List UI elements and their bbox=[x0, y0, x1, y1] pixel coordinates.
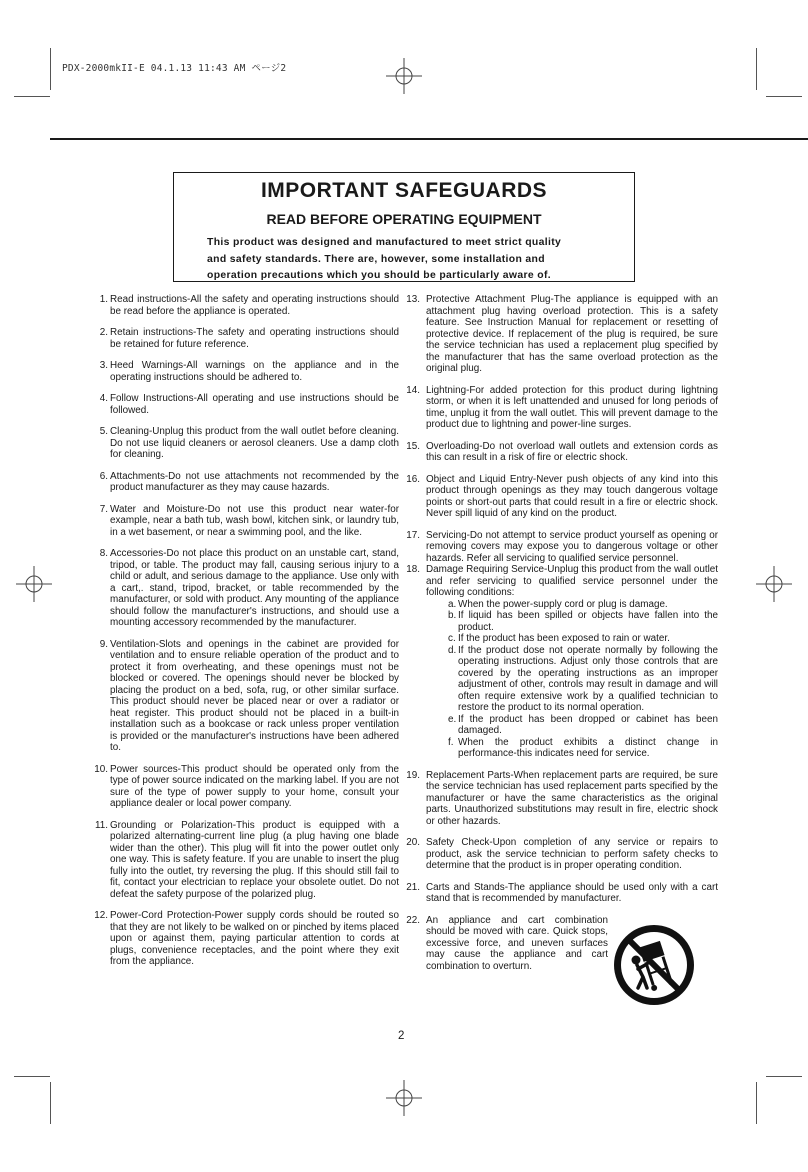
item-number: 17. bbox=[406, 529, 420, 541]
safeguard-item-4 bbox=[92, 393, 399, 416]
condition-item bbox=[426, 633, 718, 645]
item-text: Read instructions-All the safety and operating instructions should be read before the appliance is operated. bbox=[110, 294, 399, 317]
condition-text: If the product dose not operate normally by following the operating instructions. Adjust only those controls that are covered by the operating instructions as an improper adjustment of other, controls may result in damage and will often require extensive work by a qualified technician to restore the product to its normal operation. bbox=[458, 644, 718, 713]
condition-item bbox=[426, 599, 718, 611]
item-text: Cleaning-Unplug this product from the wall outlet before cleaning. Do not use liquid cleaners or aerosol cleaners. Use a damp cloth for cleaning. bbox=[110, 426, 399, 460]
item-text: Attachments-Do not use attachments not recommended by the product manufacturer as they may cause hazards. bbox=[110, 470, 399, 493]
safeguard-item-9 bbox=[92, 639, 399, 754]
item-number: 3. bbox=[99, 360, 108, 371]
safeguard-item-1 bbox=[92, 294, 399, 317]
crop-mark bbox=[14, 1076, 50, 1077]
condition-text: If the product has been exposed to rain or water. bbox=[458, 633, 670, 644]
safeguard-item-2 bbox=[92, 327, 399, 350]
item-number: 9. bbox=[99, 638, 108, 650]
item-number: 18. bbox=[406, 564, 420, 575]
crop-mark bbox=[756, 1082, 757, 1124]
safeguard-item-3 bbox=[92, 360, 399, 383]
safeguard-item-10 bbox=[92, 764, 399, 810]
condition-text: If the product has been dropped or cabinet has been damaged. bbox=[458, 713, 718, 736]
intro-line: operation precautions which you should be particularly aware of. bbox=[207, 270, 551, 282]
item-text: Heed Warnings-All warnings on the appliance and in the operating instructions should be adhered to. bbox=[110, 360, 399, 383]
safeguard-item-5 bbox=[92, 426, 399, 461]
item-text: Damage Requiring Service-Unplug this product from the wall outlet and refer servicing to qualified service personnel under the following conditions: bbox=[426, 564, 719, 598]
item-text: Object and Liquid Entry-Never push objects of any kind into this product through openings as they may touch dangerous voltage points or short-out parts that could result in a fire or electric shock. Never spill liquid of any kind on the product. bbox=[426, 473, 718, 519]
item-number: 10. bbox=[94, 763, 108, 775]
safeguard-item-18 bbox=[408, 564, 718, 760]
item-number: 5. bbox=[99, 426, 108, 437]
item-number: 1. bbox=[99, 294, 108, 305]
crop-mark bbox=[14, 96, 50, 97]
intro-line: This product was designed and manufactured to meet strict quality bbox=[207, 237, 562, 248]
item-text: An appliance and cart combination should be moved with care. Quick stops, excessive force, and uneven surfaces may cause the appliance and cart combination to overturn. bbox=[426, 914, 608, 972]
safeguard-item-13 bbox=[408, 294, 718, 375]
item-text: Lightning-For added protection for this product during lightning storm, or when it is left unattended and unused for long periods of time, unplug it from the wall outlet. This will prevent damage to the product due to lightning and power-line surges. bbox=[426, 384, 718, 430]
item-text: Carts and Stands-The appliance should be used only with a cart stand that is recommended by manufacturer. bbox=[426, 881, 718, 904]
item-text: Follow Instructions-All operating and use instructions should be followed. bbox=[110, 393, 399, 416]
item-text: Servicing-Do not attempt to service product yourself as opening or removing covers may expose you to dangerous voltage or other hazards. Refer all servicing to qualified service personnel. bbox=[426, 529, 718, 564]
safeguard-item-14 bbox=[408, 385, 718, 431]
item-text: Ventilation-Slots and openings in the cabinet are provided for ventilation and to ensure reliable operation of the product and to protect it from overheating, and these openings must not be blocked or covered. The openings should never be blocked by placing the product on a bed, sofa, rug, or other similar surface. This product should never be placed near or over a radiator or heat register. This product should not be placed in a built-in installation such as a bookcase or rack unless proper ventilation is provided or the manufacturer's instructions have been adhered to. bbox=[110, 638, 399, 753]
top-rule bbox=[50, 138, 808, 140]
item-text: Grounding or Polarization-This product is equipped with a polarized alternating-current line plug (a plug having one blade wider than the other). This plug will fit into the power outlet only one way. This is safety feature. If you are unable to insert the plug fully into the outlet, try reversing the plug. If this should still fail to fit, contact your electrician to replace your obsolete outlet. Do not defeat the safety purpose of the polarized plug. bbox=[110, 819, 399, 900]
item-number: 4. bbox=[99, 393, 108, 404]
right-column bbox=[408, 294, 718, 982]
cart-tipover-warning-icon bbox=[613, 924, 695, 1006]
safeguard-item-7 bbox=[92, 504, 399, 539]
item-text: Water and Moisture-Do not use this product near water-for example, near a bath tub, wash bowl, kitchen sink, or laundry tub, in a wet basement, or near a swimming pool, and the like. bbox=[110, 503, 399, 538]
crop-mark bbox=[756, 48, 757, 90]
intro-line: and safety standards. There are, however, some installation and bbox=[207, 253, 545, 265]
condition-item bbox=[426, 645, 718, 714]
condition-list bbox=[426, 599, 718, 760]
safeguard-item-16 bbox=[408, 474, 718, 520]
safeguard-item-17 bbox=[408, 530, 718, 565]
page-title: IMPORTANT SAFEGUARDS bbox=[260, 179, 548, 202]
condition-letter: f. bbox=[448, 736, 454, 748]
condition-text: When the product exhibits a distinct change in performance-this indicates need for service. bbox=[458, 736, 718, 759]
item-number: 16. bbox=[406, 473, 420, 485]
condition-letter: b. bbox=[448, 610, 457, 621]
page-number: 2 bbox=[398, 1030, 405, 1042]
condition-text: If liquid has been spilled or objects have fallen into the product. bbox=[458, 610, 718, 633]
item-text: Power sources-This product should be operated only from the type of power source indicated on the marking label. If you are not sure of the type of power supply to your home, consult your appliance dealer or local power company. bbox=[110, 763, 399, 809]
condition-letter: c. bbox=[448, 633, 456, 644]
condition-letter: d. bbox=[448, 644, 457, 656]
registration-mark-left bbox=[16, 566, 52, 602]
condition-text: When the power-supply cord or plug is damage. bbox=[458, 598, 668, 610]
item-text: Accessories-Do not place this product on an unstable cart, stand, tripod, or table. The product may fall, causing serious injury to a child or adult, and serious damage to the appliance. Use only with a cart,. stand, tripod, bracket, or table recommended by the manufacturer, or sold with product. Any mounting of the appliance should follow the manufacturer's instructions, and should use a mounting accessory recommended by the manufacturer. bbox=[110, 548, 399, 628]
item-number: 19. bbox=[406, 769, 420, 781]
safeguard-item-12 bbox=[92, 910, 399, 968]
item-text: Retain instructions-The safety and operating instructions should be retained for future reference. bbox=[110, 327, 399, 350]
registration-mark-top bbox=[386, 58, 422, 94]
print-header: PDX-2000mkII-E 04.1.13 11:43 AM ページ2 bbox=[62, 63, 287, 74]
safeguard-item-8 bbox=[92, 548, 399, 629]
item-number: 12. bbox=[94, 910, 108, 921]
item-number: 15. bbox=[406, 440, 420, 452]
safeguard-item-20 bbox=[408, 837, 718, 872]
item-number: 13. bbox=[406, 294, 420, 305]
item-text: Power-Cord Protection-Power supply cords should be routed so that they are not likely to be walked on or pinched by items placed upon or against them, paying particular attention to cords at plugs, convenience receptacles, and the point where they exit from the appliance. bbox=[110, 910, 399, 967]
item-number: 7. bbox=[99, 503, 108, 515]
safeguards-box bbox=[173, 172, 635, 282]
item-number: 11. bbox=[95, 819, 108, 831]
item-number: 21. bbox=[406, 881, 420, 893]
crop-mark bbox=[50, 48, 51, 90]
crop-mark bbox=[766, 96, 802, 97]
condition-item bbox=[426, 610, 718, 633]
item-number: 20. bbox=[406, 837, 420, 848]
crop-mark bbox=[50, 1082, 51, 1124]
safeguard-item-19 bbox=[408, 770, 718, 828]
safeguard-item-6 bbox=[92, 471, 399, 494]
item-number: 8. bbox=[99, 548, 108, 559]
safeguard-item-11 bbox=[92, 820, 399, 901]
safeguard-item-21 bbox=[408, 882, 718, 905]
item-text: Replacement Parts-When replacement parts are required, be sure the service technician has used replacement parts specified by the manufacturer or have the same characteristics as the original parts. Unauthorized substitutions may result in fire, electric shock or other hazards. bbox=[426, 769, 718, 827]
item-text: Protective Attachment Plug-The appliance is equipped with an attachment plug having overload protection. This is a safety feature. See Instruction Manual for replacement or resetting of protective device. If replacement of the plug is required, be sure the service technician has used a replacement plug specified by the manufacturer that has the same overload protection as the original plug. bbox=[426, 294, 718, 374]
condition-item bbox=[426, 737, 718, 760]
condition-letter: e. bbox=[448, 713, 457, 725]
item-number: 6. bbox=[99, 470, 108, 482]
left-column bbox=[92, 294, 399, 978]
crop-mark bbox=[766, 1076, 802, 1077]
item-number: 2. bbox=[99, 327, 108, 338]
condition-letter: a. bbox=[448, 598, 457, 610]
intro-text bbox=[207, 235, 627, 285]
safeguard-item-15 bbox=[408, 441, 718, 464]
registration-mark-right bbox=[756, 566, 792, 602]
condition-item bbox=[426, 714, 718, 737]
item-text: Safety Check-Upon completion of any service or repairs to product, ask the service technician to perform safety checks to determine that the product is in proper operating condition. bbox=[426, 837, 718, 871]
page-subtitle: READ BEFORE OPERATING EQUIPMENT bbox=[266, 211, 542, 227]
item-number: 22. bbox=[406, 914, 420, 926]
registration-mark-bottom bbox=[386, 1080, 422, 1116]
item-text: Overloading-Do not overload wall outlets and extension cords as this can result in a risk of fire or electric shock. bbox=[426, 440, 718, 463]
item-number: 14. bbox=[406, 384, 420, 396]
